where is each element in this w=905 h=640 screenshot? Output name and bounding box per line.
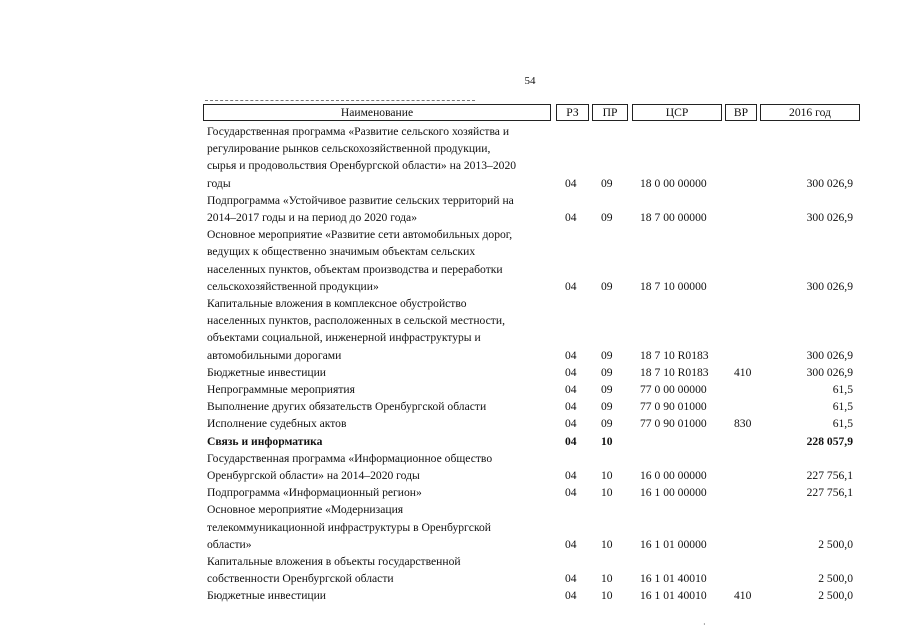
row-name [207, 398, 547, 415]
row-name-line: ведущих к общественно значимым объектам сельских [207, 245, 476, 259]
row-amount: 300 026,9 [806, 211, 853, 225]
row-name-line: автомобильными дорогами [207, 348, 342, 362]
row-amount: 2 500,0 [818, 589, 853, 603]
header-top-rule [205, 100, 475, 101]
row-rz: 04 [565, 400, 577, 414]
column-header-csr: ЦСР [632, 104, 722, 121]
row-name [207, 295, 547, 364]
row-name-line: Государственная программа «Развитие сельского хозяйства и [207, 125, 510, 138]
row-name [207, 553, 547, 587]
row-name-line: годы [207, 176, 231, 190]
row-amount: 61,5 [832, 400, 853, 414]
row-amount: 227 756,1 [806, 486, 853, 500]
row-amount: 300 026,9 [806, 279, 853, 293]
row-name-line: Непрограммные мероприятия [207, 383, 355, 397]
table-row [0, 587, 905, 604]
table-row [0, 364, 905, 381]
row-csr: 18 0 00 00000 [640, 176, 707, 190]
row-rz: 04 [565, 589, 577, 603]
row-name-line: Капитальные вложения в комплексное обустройство [207, 297, 467, 311]
row-csr: 16 1 01 40010 [640, 589, 707, 603]
row-name-line: 2014–2017 годы и на период до 2020 года» [207, 211, 417, 225]
row-name-line: Подпрограмма «Устойчивое развитие сельских территорий на [207, 193, 514, 207]
row-pr: 09 [601, 176, 613, 190]
budget-table-body [0, 123, 905, 605]
row-pr: 10 [601, 469, 613, 483]
table-row [0, 415, 905, 432]
row-vr: 830 [734, 417, 752, 431]
row-name-line: области» [207, 537, 252, 551]
row-pr: 09 [601, 365, 613, 379]
row-amount: 300 026,9 [806, 176, 853, 190]
row-vr: 410 [734, 365, 752, 379]
table-row [0, 192, 905, 226]
row-csr: 77 0 90 01000 [640, 400, 707, 414]
row-csr: 18 7 10 R0183 [640, 348, 709, 362]
column-header-pr: ПР [592, 104, 628, 121]
row-name [207, 587, 547, 604]
row-name-line: Связь и информатика [207, 434, 323, 448]
row-name [207, 484, 547, 501]
row-name-line: Основное мероприятие «Модернизация [207, 503, 404, 517]
row-csr: 77 0 00 00000 [640, 383, 707, 397]
row-csr: 16 1 01 00000 [640, 537, 707, 551]
row-name-line: сельскохозяйственной продукции» [207, 279, 379, 293]
table-row [0, 398, 905, 415]
row-amount: 2 500,0 [818, 572, 853, 586]
row-amount: 300 026,9 [806, 348, 853, 362]
row-amount: 61,5 [832, 417, 853, 431]
row-pr: 10 [601, 537, 613, 551]
row-name-line: регулирование рынков сельскохозяйственной продукции, [207, 142, 491, 156]
table-row [0, 450, 905, 484]
table-row [0, 484, 905, 501]
row-rz: 04 [565, 348, 577, 362]
row-csr: 16 1 01 40010 [640, 572, 707, 586]
row-csr: 18 7 10 R0183 [640, 365, 709, 379]
row-name [207, 123, 547, 192]
row-amount: 227 756,1 [806, 469, 853, 483]
table-row [0, 433, 905, 450]
row-rz: 04 [565, 434, 577, 448]
row-csr: 18 7 10 00000 [640, 279, 707, 293]
row-name-line: Бюджетные инвестиции [207, 589, 327, 603]
row-name-line: Бюджетные инвестиции [207, 365, 327, 379]
row-amount: 2 500,0 [818, 537, 853, 551]
row-name-line: Капитальные вложения в объекты государственной [207, 555, 461, 569]
row-name-line: Оренбургской области» на 2014–2020 годы [207, 469, 420, 483]
row-rz: 04 [565, 469, 577, 483]
table-row [0, 381, 905, 398]
row-name-line: Подпрограмма «Информационный регион» [207, 486, 422, 500]
row-rz: 04 [565, 365, 577, 379]
row-rz: 04 [565, 211, 577, 225]
table-row [0, 226, 905, 295]
row-name-line: объектами социальной, инженерной инфраструктуры и [207, 331, 481, 345]
row-pr: 10 [601, 589, 613, 603]
row-name-line: сырья и продовольствия Оренбургской области» на 2013–2020 [207, 159, 517, 173]
row-name [207, 226, 547, 295]
row-amount: 300 026,9 [806, 365, 853, 379]
table-row [0, 123, 905, 192]
row-amount: 61,5 [832, 383, 853, 397]
row-pr: 09 [601, 400, 613, 414]
row-name [207, 381, 547, 398]
row-rz: 04 [565, 417, 577, 431]
row-vr: 410 [734, 589, 752, 603]
row-name [207, 415, 547, 432]
row-rz: 04 [565, 176, 577, 190]
row-csr: 77 0 90 01000 [640, 417, 707, 431]
page-number: 54 [524, 75, 536, 87]
row-rz: 04 [565, 537, 577, 551]
row-csr: 16 0 00 00000 [640, 469, 707, 483]
row-name-line: населенных пунктов, расположенных в сельской местности, [207, 314, 505, 328]
row-csr: 16 1 00 00000 [640, 486, 707, 500]
row-name-line: собственности Оренбургской области [207, 572, 394, 586]
row-pr: 10 [601, 572, 613, 586]
row-csr: 18 7 00 00000 [640, 211, 707, 225]
row-pr: 09 [601, 383, 613, 397]
scan-mark: · [703, 620, 706, 629]
row-name [207, 501, 547, 553]
row-name [207, 364, 547, 381]
column-header-rz: РЗ [556, 104, 589, 121]
table-row [0, 501, 905, 553]
row-rz: 04 [565, 486, 577, 500]
row-name-line: Основное мероприятие «Развитие сети автомобильных дорог, [207, 228, 513, 242]
column-header-year: 2016 год [760, 104, 860, 121]
column-header-name: Наименование [203, 104, 551, 121]
row-pr: 09 [601, 279, 613, 293]
row-name [207, 192, 547, 226]
row-name [207, 450, 547, 484]
table-row [0, 553, 905, 587]
column-header-vr: ВР [725, 104, 757, 121]
row-name-line: населенных пунктов, объектам производства и переработки [207, 262, 503, 276]
row-rz: 04 [565, 572, 577, 586]
row-amount: 228 057,9 [806, 434, 853, 448]
row-pr: 09 [601, 211, 613, 225]
row-pr: 10 [601, 486, 613, 500]
row-name [207, 433, 547, 450]
row-name-line: Государственная программа «Информационное общество [207, 451, 493, 465]
row-pr: 09 [601, 417, 613, 431]
row-pr: 10 [601, 434, 613, 448]
row-name-line: телекоммуникационной инфраструктуры в Оренбургской [207, 520, 491, 534]
row-rz: 04 [565, 383, 577, 397]
row-name-line: Выполнение других обязательств Оренбургской области [207, 400, 487, 414]
row-pr: 09 [601, 348, 613, 362]
row-name-line: Исполнение судебных актов [207, 417, 347, 431]
table-row [0, 295, 905, 364]
row-rz: 04 [565, 279, 577, 293]
